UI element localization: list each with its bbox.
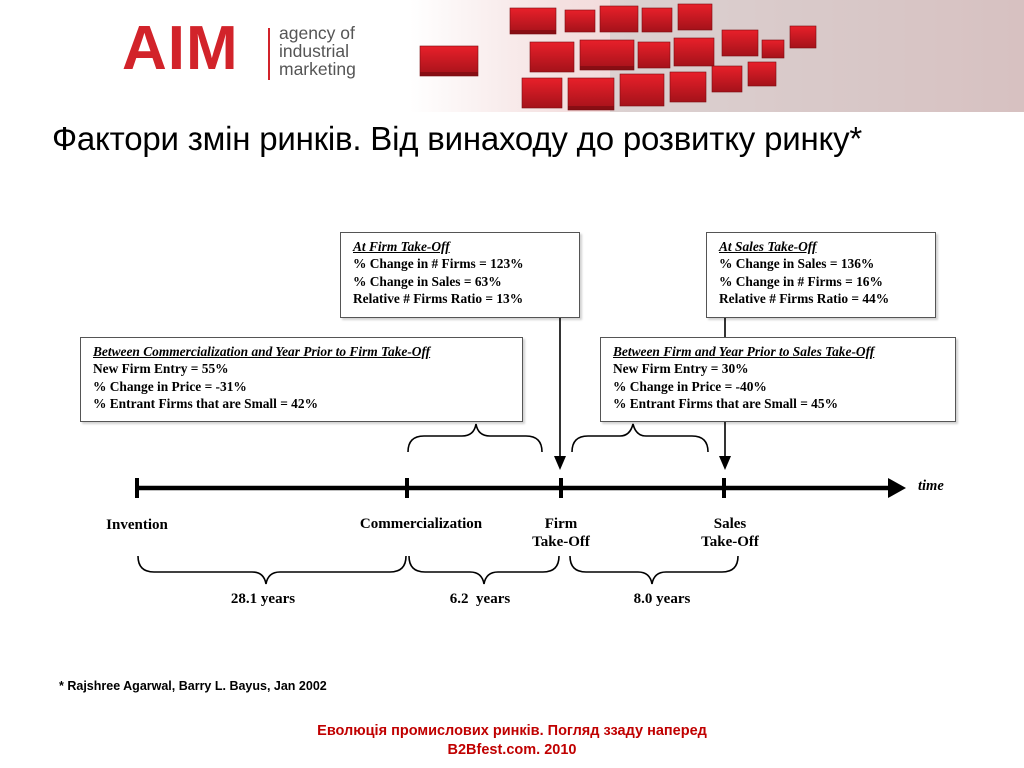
info-box-line: Relative # Firms Ratio = 13% [353, 291, 524, 307]
info-box-line: % Entrant Firms that are Small = 42% [93, 396, 318, 412]
lower-brace-invention [138, 556, 406, 584]
info-box-line: % Change in Price = -40% [613, 378, 767, 394]
info-box-heading: At Firm Take-Off [353, 239, 450, 254]
info-box-line: New Firm Entry = 55% [93, 361, 229, 377]
slide-title: Фактори змін ринків. Від винаходу до розвитку ринку* [52, 120, 863, 157]
info-box-at-firm-takeoff [340, 232, 580, 318]
interval-commercialization-to-firm-takeoff: 6.2 years [449, 591, 511, 607]
footer-line-1: Еволюція промислових ринків. Погляд ззаду наперед [317, 723, 707, 739]
logo-mark: AIM [122, 14, 239, 83]
milestone-sales-takeoff [682, 515, 778, 551]
footer-line-2: B2Bfest.com. 2010 [447, 742, 577, 758]
interval-invention-to-commercialization: 28.1 years [230, 591, 296, 607]
info-box-firm-to-sales-takeoff [600, 337, 956, 422]
info-box-line: % Change in # Firms = 16% [719, 273, 883, 289]
arrow-sales-takeoff-head [719, 456, 731, 470]
logo-tagline-line: industrial [279, 41, 350, 61]
info-box-line: % Change in Sales = 63% [353, 273, 502, 289]
milestone-firm-takeoff [515, 515, 607, 551]
upper-brace-left [408, 424, 542, 452]
milestone-invention [90, 516, 184, 534]
info-box-line: New Firm Entry = 30% [613, 361, 749, 377]
time-axis-label: time [918, 478, 944, 494]
lower-brace-firm [570, 556, 738, 584]
logo-tagline-line: marketing [279, 59, 356, 79]
info-box-line: % Entrant Firms that are Small = 45% [613, 396, 838, 412]
milestone-label: Invention [106, 517, 168, 533]
info-box-line: Relative # Firms Ratio = 44% [719, 291, 890, 307]
info-box-at-sales-takeoff [706, 232, 936, 318]
info-box-heading: Between Firm and Year Prior to Sales Take-Off [613, 344, 875, 359]
lower-brace-commercialization [409, 556, 559, 584]
milestone-commercialization [346, 515, 496, 533]
info-box-line: % Change in Price = -31% [93, 378, 247, 394]
interval-firm-to-sales-takeoff: 8.0 years [633, 591, 691, 607]
milestone-label: Take-Off [532, 534, 590, 550]
arrow-firm-takeoff-head [554, 456, 566, 470]
info-box-heading: At Sales Take-Off [719, 239, 817, 254]
upper-brace-right [572, 424, 708, 452]
info-box-heading: Between Commercialization and Year Prior to Firm Take-Off [93, 344, 431, 359]
info-box-line: % Change in Sales = 136% [719, 256, 875, 272]
milestone-label: Take-Off [701, 534, 759, 550]
info-box-line: % Change in # Firms = 123% [353, 256, 524, 272]
milestone-label: Commercialization [359, 516, 483, 532]
info-box-commercialization-to-firm-takeoff [80, 337, 523, 422]
logo-tagline-line: agency of [279, 23, 355, 43]
milestone-label: Firm [544, 516, 578, 532]
milestone-label: Sales [713, 516, 747, 532]
source-footnote: * Rajshree Agarwal, Barry L. Bayus, Jan 2002 [59, 679, 327, 693]
time-axis-arrowhead [888, 478, 906, 498]
